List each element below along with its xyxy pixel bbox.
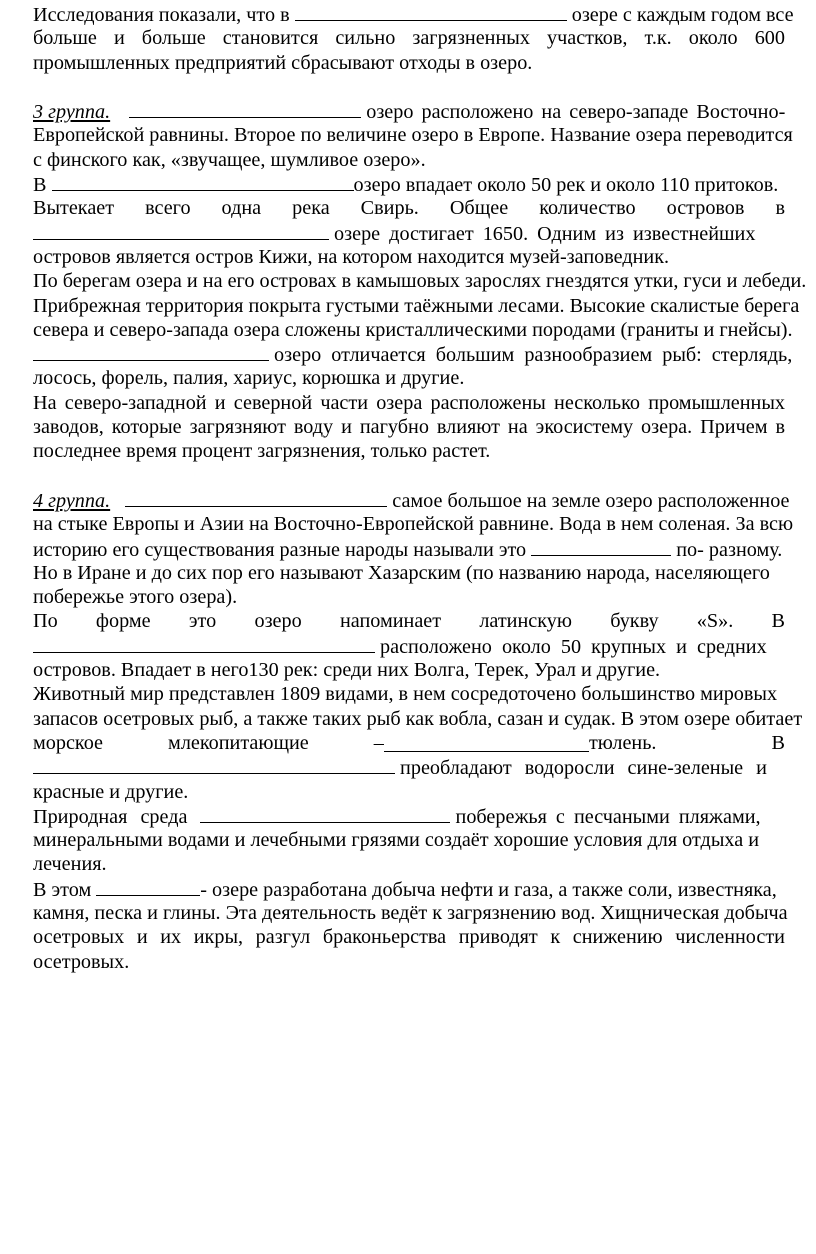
text-line: озере достигает 1650. Одним из известнейших [33, 221, 785, 245]
group-3-label: 3 группа. [33, 101, 111, 124]
blank-field[interactable] [96, 877, 200, 896]
text-line: запасов осетровых рыб, а также таких рыб как вобла, сазан и судак. В этом озере обитает [33, 707, 803, 730]
text-line: Вытекает всего одна река Свирь. Общее количество островов в [33, 197, 785, 220]
intro-paragraph [33, 2, 794, 75]
text-line: заводов, которые загрязняют воду и пагубно влияют на экосистему озера. Причем в [33, 416, 785, 439]
blank-field[interactable] [384, 733, 589, 752]
text-line: островов. Впадает в него130 рек: среди них Волга, Терек, Урал и другие. [33, 659, 661, 682]
text-line: 3 группа. озеро расположено на северо-западе Восточно- [33, 101, 786, 124]
text-line: Природная среда побережья с песчаными пляжами, [33, 805, 761, 828]
text-line: расположено около 50 крупных и средних [33, 634, 785, 658]
text-line: Европейской равнины. Второе по величине озеро в Европе. Название озера переводится [33, 124, 793, 147]
text-line: лосось, форель, палия, хариус, корюшка и другие. [33, 367, 465, 390]
blank-field[interactable] [295, 2, 567, 21]
text-line: больше и больше становится сильно загрязненных участков, т.к. около 600 [33, 27, 785, 50]
blank-field[interactable] [125, 488, 387, 507]
text-line: лечения. [33, 853, 107, 876]
group-4-section [33, 488, 803, 974]
blank-field[interactable] [33, 221, 329, 240]
text-line: на стыке Европы и Азии на Восточно-Европейской равнине. Вода в нем соленая. За всю [33, 513, 794, 536]
text-line: севера и северо-запада озера сложены кристаллическими породами (граниты и гнейсы). [33, 318, 793, 341]
blank-field[interactable] [33, 634, 375, 653]
text-line: Прибрежная территория покрыта густыми таёжными лесами. Высокие скалистые берега [33, 294, 800, 317]
blank-field[interactable] [200, 804, 450, 823]
blank-field[interactable] [531, 537, 671, 556]
blank-field[interactable] [33, 755, 395, 774]
text-line: озеро отличается большим разнообразием рыб: стерлядь, [33, 342, 785, 366]
blank-field[interactable] [129, 99, 361, 118]
text-line: В этом - озере разработана добыча нефти и газа, а также соли, известняка, [33, 878, 777, 901]
group-3-section [33, 99, 807, 463]
text-line: камня, песка и глины. Эта деятельность ведёт к загрязнению вод. Хищническая добыча [33, 901, 788, 924]
blank-field[interactable] [52, 172, 354, 191]
text-line: По форме это озеро напоминает латинскую букву «S». В [33, 610, 785, 633]
text-line: Животный мир представлен 1809 видами, в нем сосредоточено большинство мировых [33, 683, 778, 706]
text-line: На северо-западной и северной части озера расположены несколько промышленных [33, 391, 785, 414]
text-line: По берегам озера и на его островах в камышовых зарослях гнездятся утки, гуси и лебеди. [33, 270, 807, 293]
text-line: историю его существования разные народы называли это по- разному. [33, 538, 783, 561]
text-line: Но в Иране и до сих пор его называют Хазарским (по названию народа, населяющего [33, 561, 770, 584]
text-line: Исследования показали, что в озере с каждым годом все [33, 4, 794, 26]
blank-field[interactable] [33, 342, 269, 361]
text-line: морское млекопитающие – тюлень. В [33, 731, 785, 754]
text-line: с финского как, «звучащее, шумливое озеро». [33, 148, 426, 171]
text-line: минеральными водами и лечебными грязями создаёт хорошие условия для отдыха и [33, 829, 760, 852]
text-line: осетровых. [33, 950, 130, 973]
worksheet-text [33, 0, 807, 974]
text-line: побережье этого озера). [33, 586, 238, 609]
text-line: островов является остров Кижи, на котором находится музей-заповедник. [33, 245, 670, 268]
text-line: промышленных предприятий сбрасывают отходы в озеро. [33, 51, 533, 74]
text-line: преобладают водоросли сине-зеленые и [33, 755, 785, 779]
text-line: красные и другие. [33, 780, 189, 803]
text-line: В озеро впадает около 50 рек и около 110 притоков. [33, 174, 779, 197]
text-line: 4 группа. самое большое на земле озеро расположенное [33, 489, 790, 512]
text-line: последнее время процент загрязнения, только растет. [33, 440, 491, 463]
text-line: осетровых и их икры, разгул браконьерства приводят к снижению численности [33, 926, 785, 949]
group-4-label: 4 группа. [33, 489, 111, 512]
